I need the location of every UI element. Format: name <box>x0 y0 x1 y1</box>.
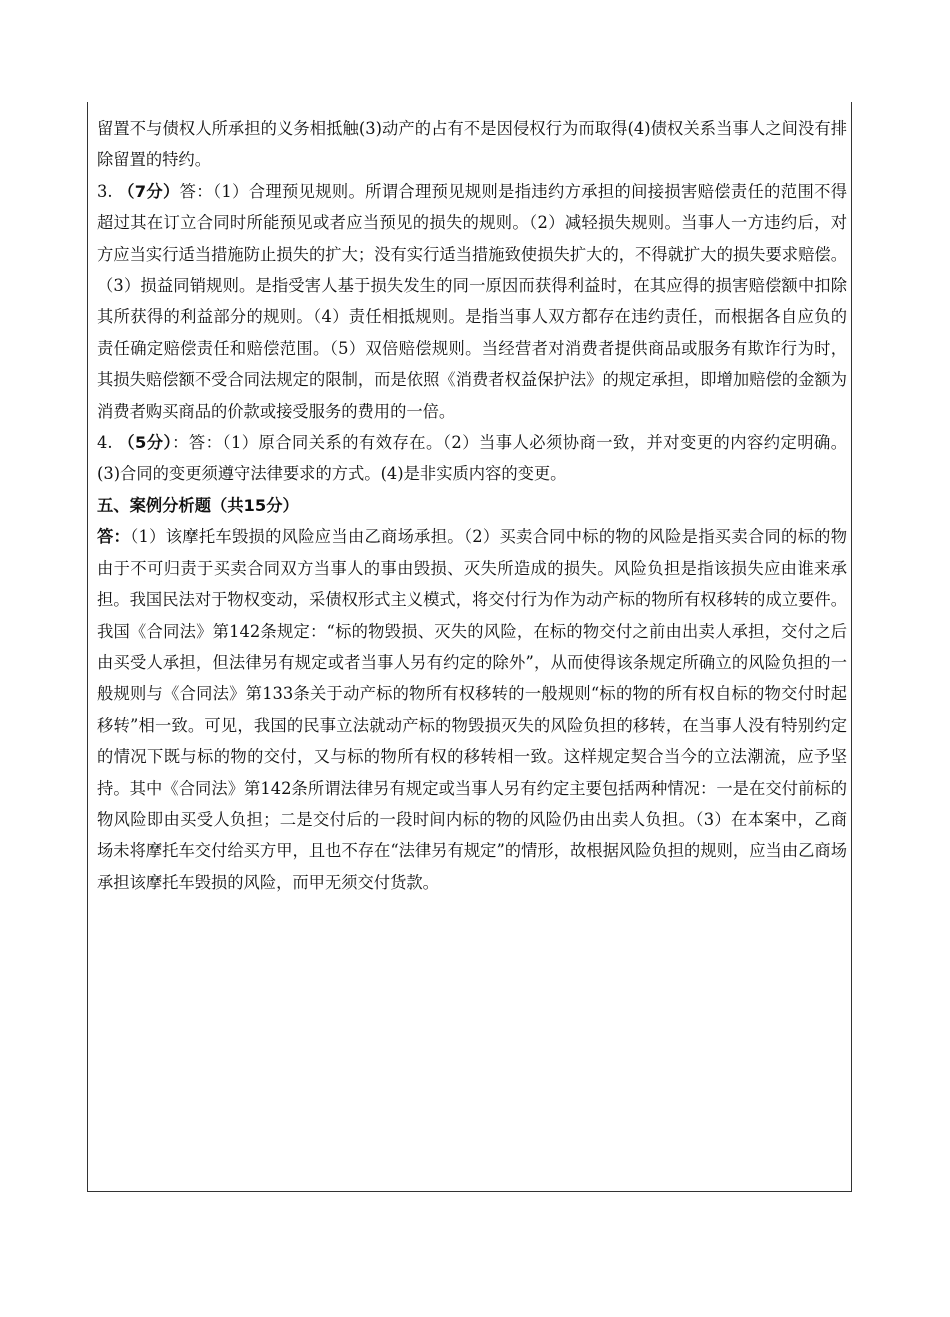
answer-3-points: （7分） <box>118 181 180 201</box>
answer-4-text: ：答：（1）原合同关系的有效存在。（2）当事人必须协商一致，并对变更的内容约定明确。(3)合同的变更须遵守法律要求的方式。(4)是非实质内容的变更。 <box>97 433 847 484</box>
answer-4-paragraph <box>97 427 847 490</box>
section-5-heading: 五、案例分析题（共15分） <box>97 495 299 515</box>
continuation-text: 留置不与债权人所承担的义务相抵触(3)动产的占有不是因侵权行为而取得(4)债权关系当事人之间没有排除留置的特约。 <box>97 119 847 170</box>
answer-4-points: （5分） <box>118 433 173 453</box>
answer-content <box>97 113 847 898</box>
section-5-answer-paragraph <box>97 521 847 898</box>
answer-3-number: 3. <box>97 181 119 201</box>
continuation-paragraph <box>97 113 847 176</box>
section-5-answer-text: （1）该摩托车毁损的风险应当由乙商场承担。（2）买卖合同中标的物的风险是指买卖合同的标的物由于不可归责于买卖合同双方当事人的事由毁损、灭失所造成的损失。风险负担是指该损失应由谁来承担。我国民法对于物权变动，采债权形式主义模式，将交付行为作为动产标的物所有权移转的成立要件。我国《合同法》第142条规定：“标的物毁损、灭失的风险，在标的物交付之前由出卖人承担，交付之后由买受人承担，但法律另有规定或者当事人另有约定的除外”，从而使得该条规定所确立的风险负担的一般规则与《合同法》第133条关于动产标的物所有权移转的一般规则“标的物的所有权自标的物交付时起移转”相一致。可见，我国的民事立法就动产标的物毁损灭失的风险负担的移转，在当事人没有特别约定的情况下既与标的物的交付，又与标的物所有权的移转相一致。这样规定契合当今的立法潮流，应予坚持。其中《合同法》第142条所谓法律另有规定或当事人另有约定主要包括两种情况：一是在交付前标的物风险即由买受人负担；二是交付后的一段时间内标的物的风险仍由出卖人负担。（3）在本案中，乙商场未将摩托车交付给买方甲，且也不存在“法律另有规定”的情形，故根据风险负担的规则，应当由乙商场承担该摩托车毁损的风险，而甲无须交付货款。 <box>97 527 847 892</box>
answer-3-paragraph <box>97 176 847 427</box>
answer-3-text: 答：（1）合理预见规则。所谓合理预见规则是指违约方承担的间接损害赔偿责任的范围不得超过其在订立合同时所能预见或者应当预见的损失的规则。（2）减轻损失规则。当事人一方违约后，对方应当实行适当措施防止损失的扩大；没有实行适当措施致使损失扩大的，不得就扩大的损失要求赔偿。（3）损益同销规则。是指受害人基于损失发生的同一原因而获得利益时，在其应得的损害赔偿额中扣除其所获得的利益部分的规则。（4）责任相抵规则。是指当事人双方都存在违约责任，而根据各自应负的责任确定赔偿责任和赔偿范围。（5）双倍赔偿规则。当经营者对消费者提供商品或服务有欺诈行为时，其损失赔偿额不受合同法规定的限制，而是依照《消费者权益保护法》的规定承担，即增加赔偿的金额为消费者购买商品的价款或接受服务的费用的一倍。 <box>97 181 847 421</box>
answer-4-number: 4. <box>97 433 119 453</box>
section-5-answer-label: 答： <box>97 527 131 547</box>
